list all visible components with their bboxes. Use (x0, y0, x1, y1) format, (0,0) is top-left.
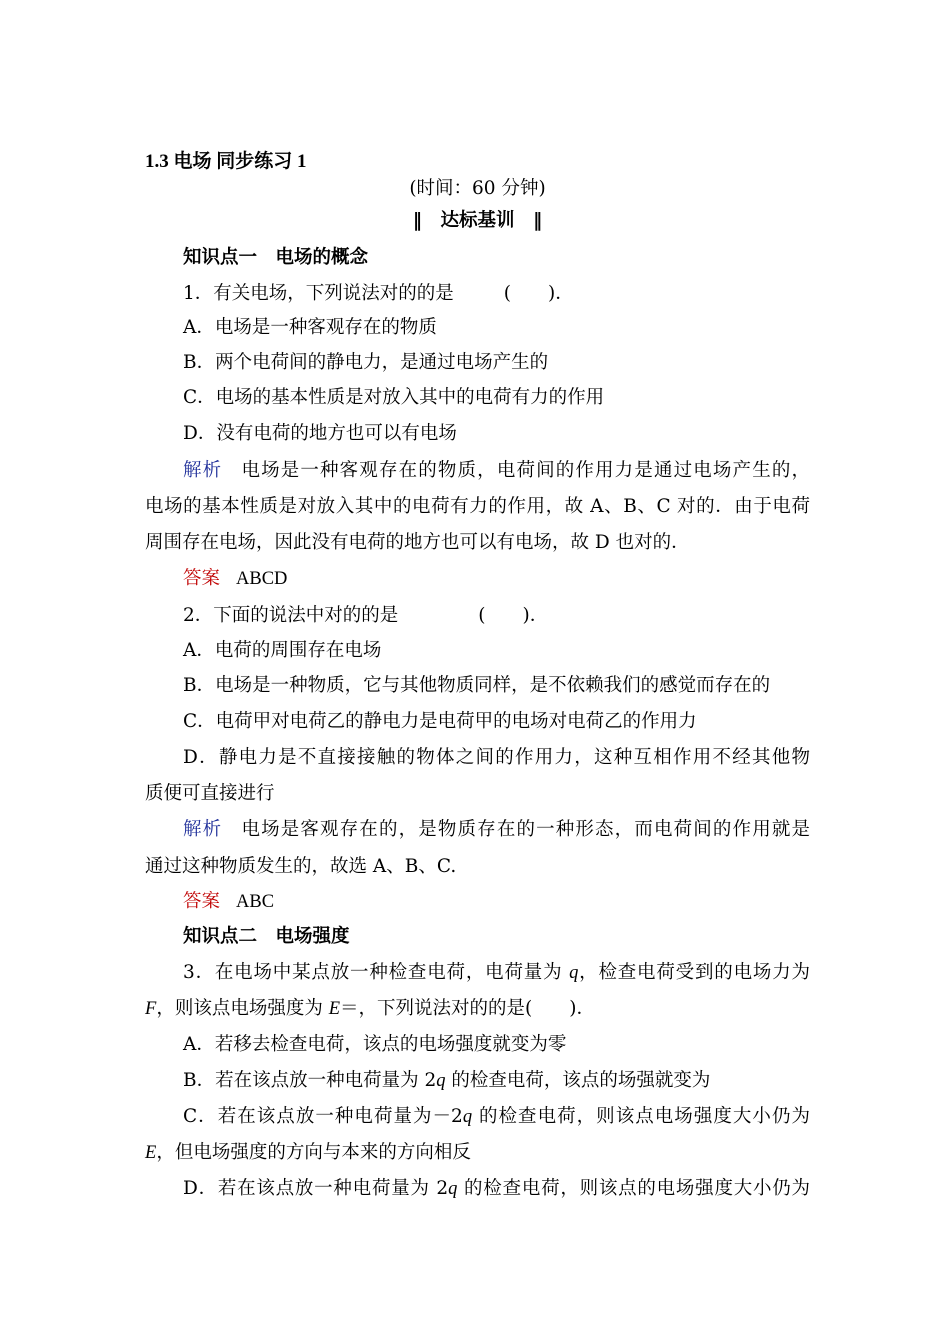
knowledge-point-1-heading: 知识点一 电场的概念 (183, 247, 369, 268)
question-3-stem-line-1 (183, 961, 810, 985)
q2-option-c: C．电荷甲对电荷乙的静电力是电荷甲的电场对电荷乙的作用力 (183, 711, 697, 732)
q3-option-a: A．若移去检查电荷，该点的电场强度就变为零 (183, 1034, 567, 1055)
q1-option-b: B．两个电荷间的静电力，是通过电场产生的 (183, 352, 549, 373)
q1-analysis-label: 解析 (183, 460, 223, 481)
q2-analysis-line-2: 通过这种物质发生的，故选 A、B、C. (145, 856, 457, 877)
q1-analysis-line-1 (183, 459, 810, 483)
q3-var-q: q (462, 1107, 473, 1127)
q3-var-q: q (569, 963, 579, 983)
q1-analysis-line-3: 周围存在电场，因此没有电荷的地方也可以有电场，故 D 也对的． (145, 532, 690, 553)
q3-stem-part: 3．在电场中某点放一种检查电荷，电荷量为 (183, 962, 570, 983)
q2-answer (183, 890, 810, 914)
q3-var-e: E (328, 999, 341, 1019)
q1-analysis-text-1: 电场是一种客观存在的物质，电荷间的作用力是通过电场产生的， (240, 460, 810, 481)
q2-option-d-line-2: 质便可直接进行 (145, 783, 275, 804)
q3-var-f: F (145, 999, 157, 1019)
question-1-text: 1．有关电场，下列说法对的的是 (183, 283, 454, 304)
question-1-stem (183, 282, 810, 306)
q3-option-c-part: C．若在该点放一种电荷量为－2 (183, 1106, 463, 1127)
q3-option-c-line-2 (145, 1141, 810, 1165)
q2-option-b: B．电场是一种物质，它与其他物质同样，是不依赖我们的感觉而存在的 (183, 675, 771, 696)
q2-analysis-line-1 (183, 818, 810, 842)
q2-analysis-text-1: 电场是客观存在的，是物质存在的一种形态，而电荷间的作用就是 (240, 819, 810, 840)
question-2-stem (183, 604, 810, 628)
question-1-paren: ( )． (503, 283, 574, 304)
q2-answer-value: ABC (236, 892, 275, 912)
q1-option-c: C．电场的基本性质是对放入其中的电荷有力的作用 (183, 387, 605, 408)
q3-var-e: E (145, 1143, 157, 1163)
q1-answer (183, 567, 810, 591)
q2-option-a: A．电荷的周围存在电场 (183, 640, 382, 661)
section-banner: ‖ 达标基训 ‖ (412, 210, 543, 231)
q3-stem-part: ＝，下列说法对的的是( )． (340, 998, 595, 1019)
q3-option-c-part: 的检查电荷，则该点电场强度大小仍为 (472, 1106, 810, 1127)
q3-var-q: q (448, 1179, 458, 1199)
q3-stem-part: ，检查电荷受到的电场力为 (578, 962, 810, 983)
q3-var-q: q (436, 1071, 446, 1091)
question-2-text: 2．下面的说法中对的的是 (183, 605, 399, 626)
q1-option-a: A．电场是一种客观存在的物质 (183, 317, 437, 338)
q3-option-d-part: 的检查电荷，则该点的电场强度大小仍为 (457, 1178, 810, 1199)
q3-option-b-part: B．若在该点放一种电荷量为 2 (183, 1070, 437, 1091)
q3-option-b (183, 1069, 810, 1093)
q2-analysis-label: 解析 (183, 819, 223, 840)
q1-answer-value: ABCD (236, 569, 288, 589)
question-2-paren: ( )． (478, 605, 549, 626)
q1-analysis-line-2: 电场的基本性质是对放入其中的电荷有力的作用，故 A、B、C 对的．由于电荷 (145, 496, 810, 517)
q3-option-b-part: 的检查电荷，该点的场强就变为 (445, 1070, 711, 1091)
time-note: (时间：60 分钟) (409, 178, 546, 199)
q3-option-c-line-1 (183, 1105, 810, 1129)
q1-option-d: D．没有电荷的地方也可以有电场 (183, 423, 457, 444)
question-3-stem-line-2 (145, 997, 810, 1021)
q3-option-d-part: D．若在该点放一种电荷量为 2 (183, 1178, 449, 1199)
q3-option-c-part: ，但电场强度的方向与本来的方向相反 (156, 1142, 471, 1163)
document-title: 1.3 电场 同步练习 1 (145, 151, 307, 172)
q2-option-d-line-1: D．静电力是不直接接触的物体之间的作用力，这种互相作用不经其他物 (183, 747, 810, 768)
q2-answer-label: 答案 (183, 891, 221, 912)
q3-option-d (183, 1177, 810, 1201)
knowledge-point-2-heading: 知识点二 电场强度 (183, 926, 350, 947)
q1-answer-label: 答案 (183, 568, 221, 589)
q3-stem-part: ，则该点电场强度为 (156, 998, 329, 1019)
